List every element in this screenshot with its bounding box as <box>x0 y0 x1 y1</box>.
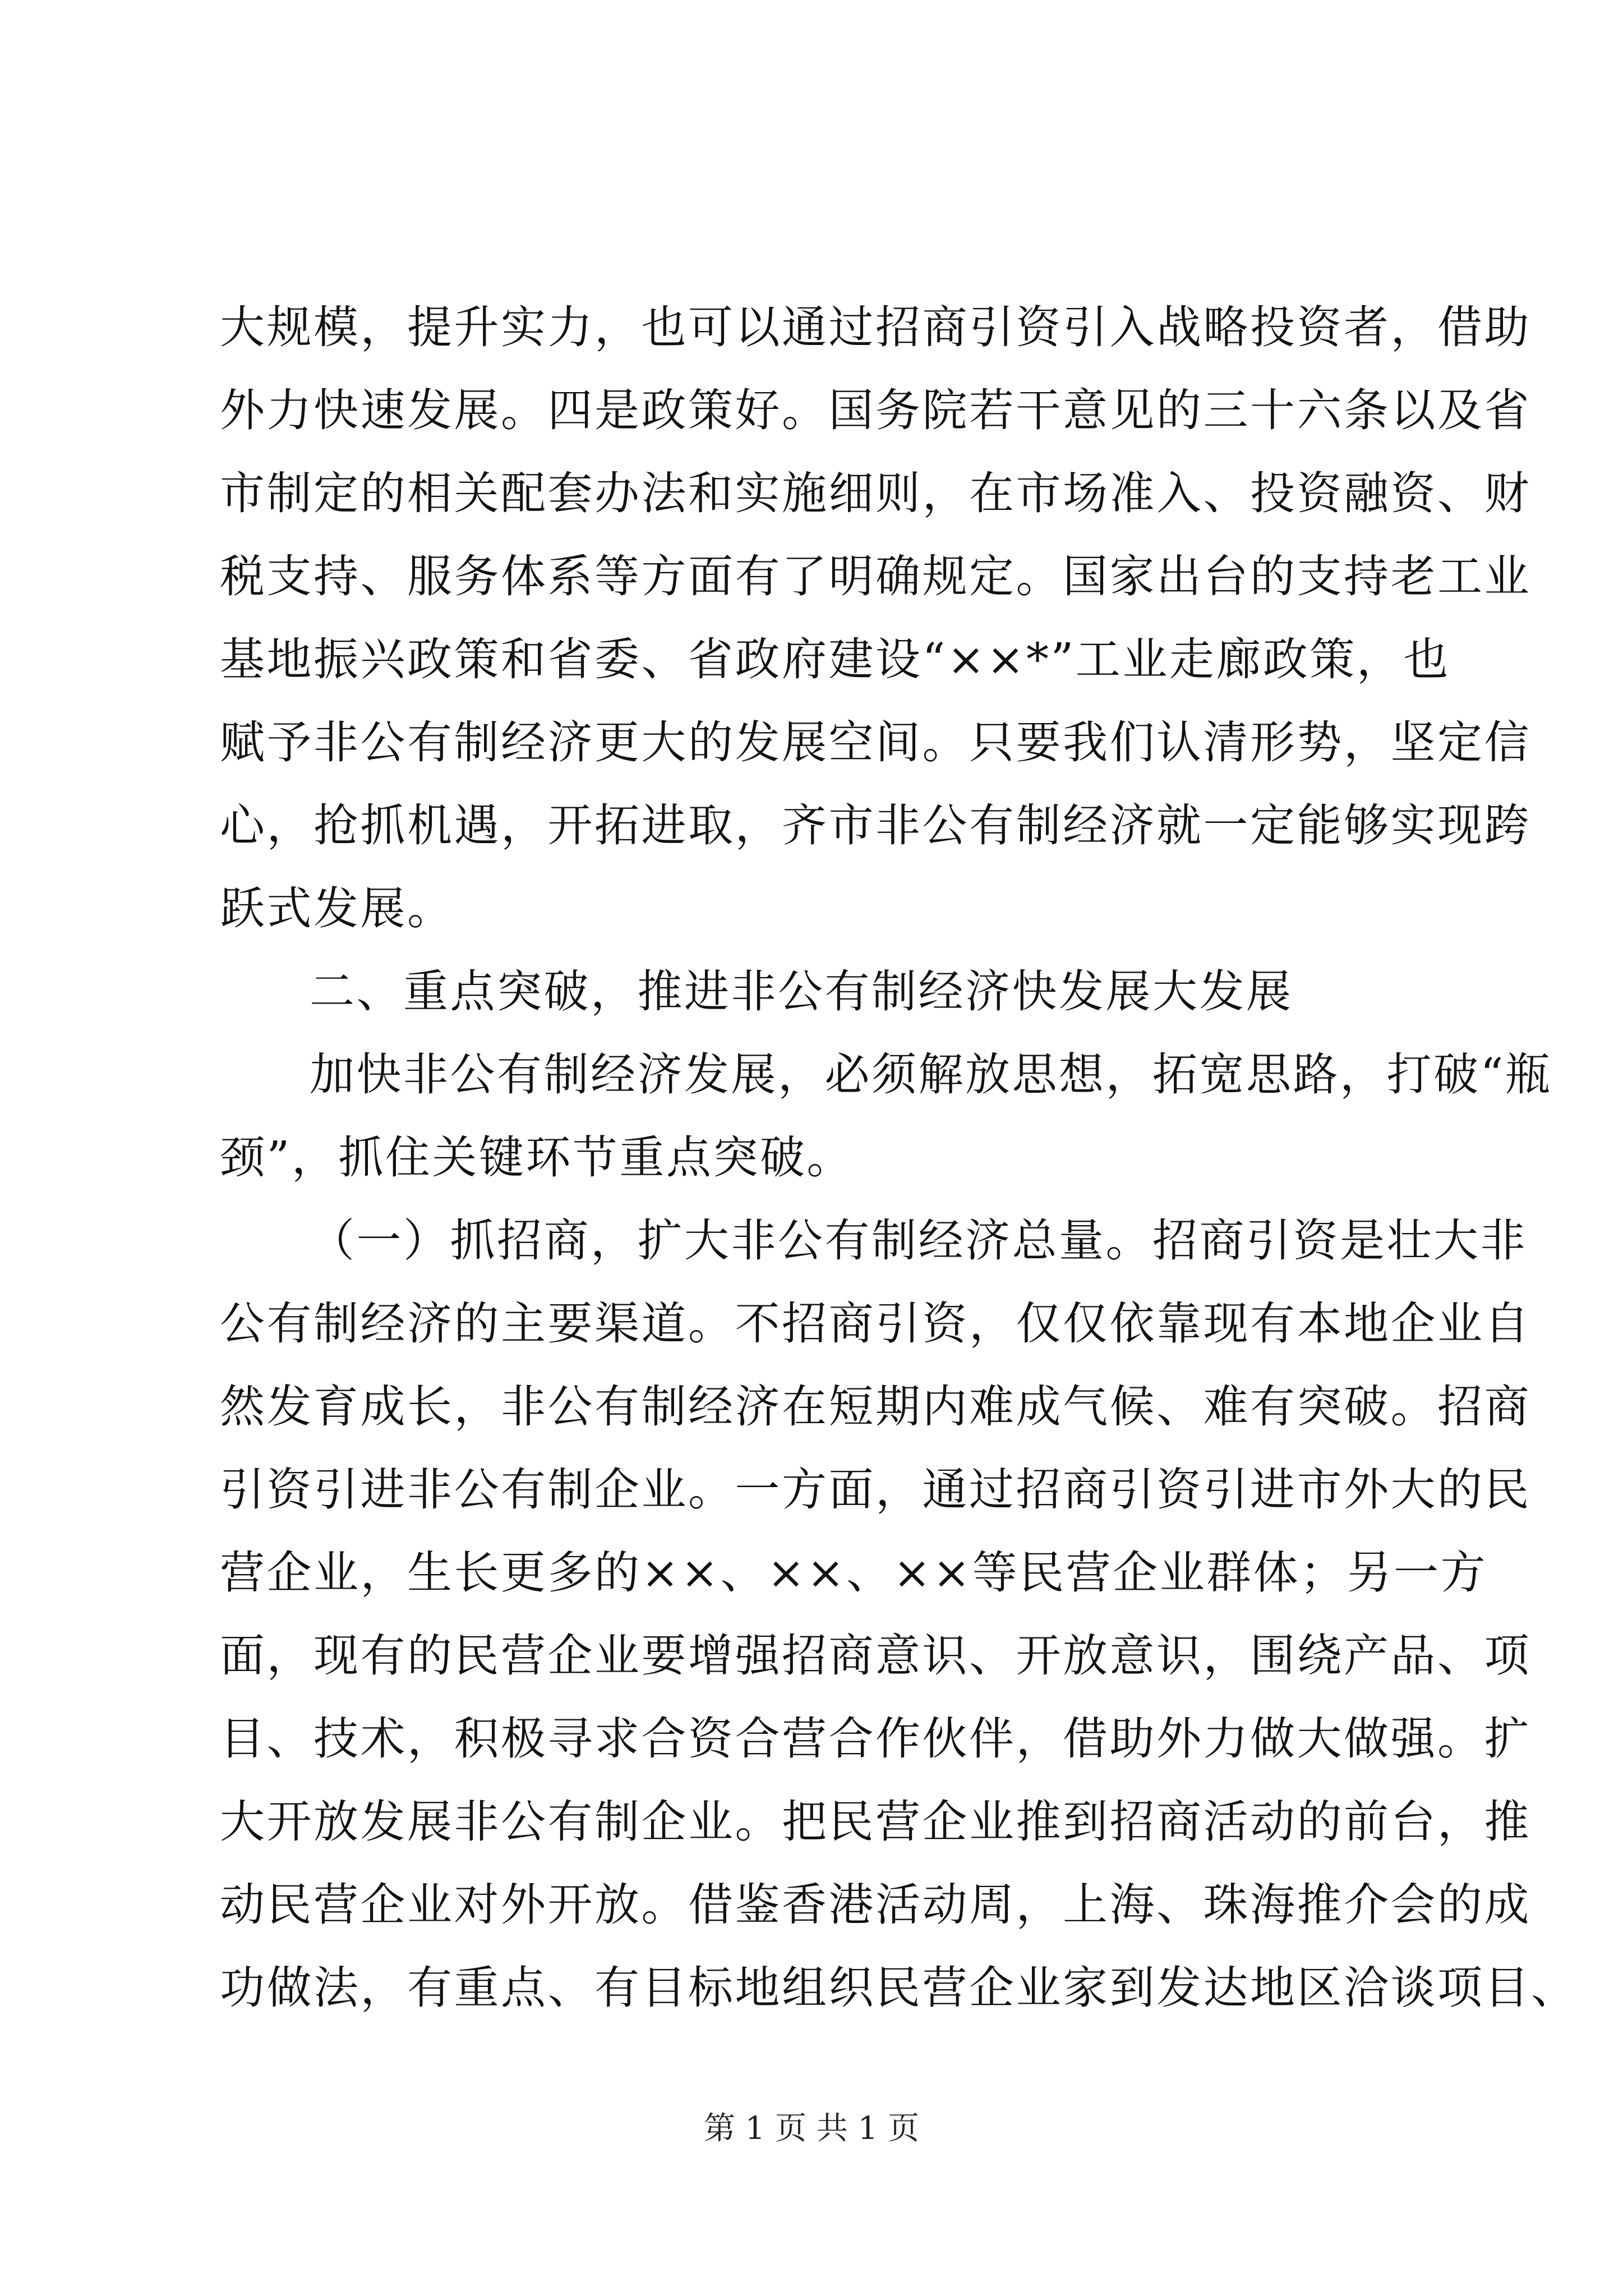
document-body <box>220 286 1578 2030</box>
text-line: 引资引进非公有制企业。一方面，通过招商引资引进市外大的民 <box>220 1464 1531 1516</box>
text-line: 税支持、服务体系等方面有了明确规定。国家出台的支持老工业 <box>220 550 1531 602</box>
text-line: 公有制经济的主要渠道。不招商引资，仅仅依靠现有本地企业自 <box>220 1297 1531 1350</box>
text-line: 然发育成长，非公有制经济在短期内难成气候、难有突破。招商 <box>220 1381 1531 1433</box>
text-line: 目、技术，积极寻求合资合营合作伙伴，借助外力做大做强。扩 <box>220 1713 1531 1765</box>
text-line: 跃式发展。 <box>220 882 454 935</box>
text-line: 面，现有的民营企业要增强招商意识、开放意识，围绕产品、项 <box>220 1630 1531 1682</box>
text-line: 颈”，抓住关键环节重点突破。 <box>220 1131 854 1184</box>
text-line: 市制定的相关配套办法和实施细则，在市场准入、投资融资、财 <box>220 467 1531 519</box>
subsection-line: （一）抓招商，扩大非公有制经济总量。招商引资是壮大非 <box>310 1214 1527 1267</box>
text-line: 心，抢抓机遇，开拓进取，齐市非公有制经济就一定能够实现跨 <box>220 799 1531 852</box>
section-heading: 二、重点突破，推进非公有制经济快发展大发展 <box>310 965 1293 1018</box>
text-line: 功做法，有重点、有目标地组织民营企业家到发达地区洽谈项目、 <box>220 1962 1578 2014</box>
text-line: 动民营企业对外开放。借鉴香港活动周，上海、珠海推介会的成 <box>220 1879 1531 1931</box>
text-line: 基地振兴政策和省委、省政府建设“××*”工业走廊政策，也 <box>220 633 1450 685</box>
text-line: 加快非公有制经济发展，必须解放思想，拓宽思路，打破“瓶 <box>310 1048 1552 1101</box>
text-line: 大规模，提升实力，也可以通过招商引资引入战略投资者，借助 <box>220 301 1531 353</box>
text-line: 赋予非公有制经济更大的发展空间。只要我们认清形势，坚定信 <box>220 716 1531 769</box>
text-line: 大开放发展非公有制企业。把民营企业推到招商活动的前台，推 <box>220 1796 1531 1848</box>
text-line: 营企业，生长更多的××、××、××等民营企业群体；另一方 <box>220 1547 1488 1599</box>
text-line: 外力快速发展。四是政策好。国务院若干意见的三十六条以及省 <box>220 384 1531 436</box>
page-footer: 第 1 页 共 1 页 <box>703 2110 920 2147</box>
